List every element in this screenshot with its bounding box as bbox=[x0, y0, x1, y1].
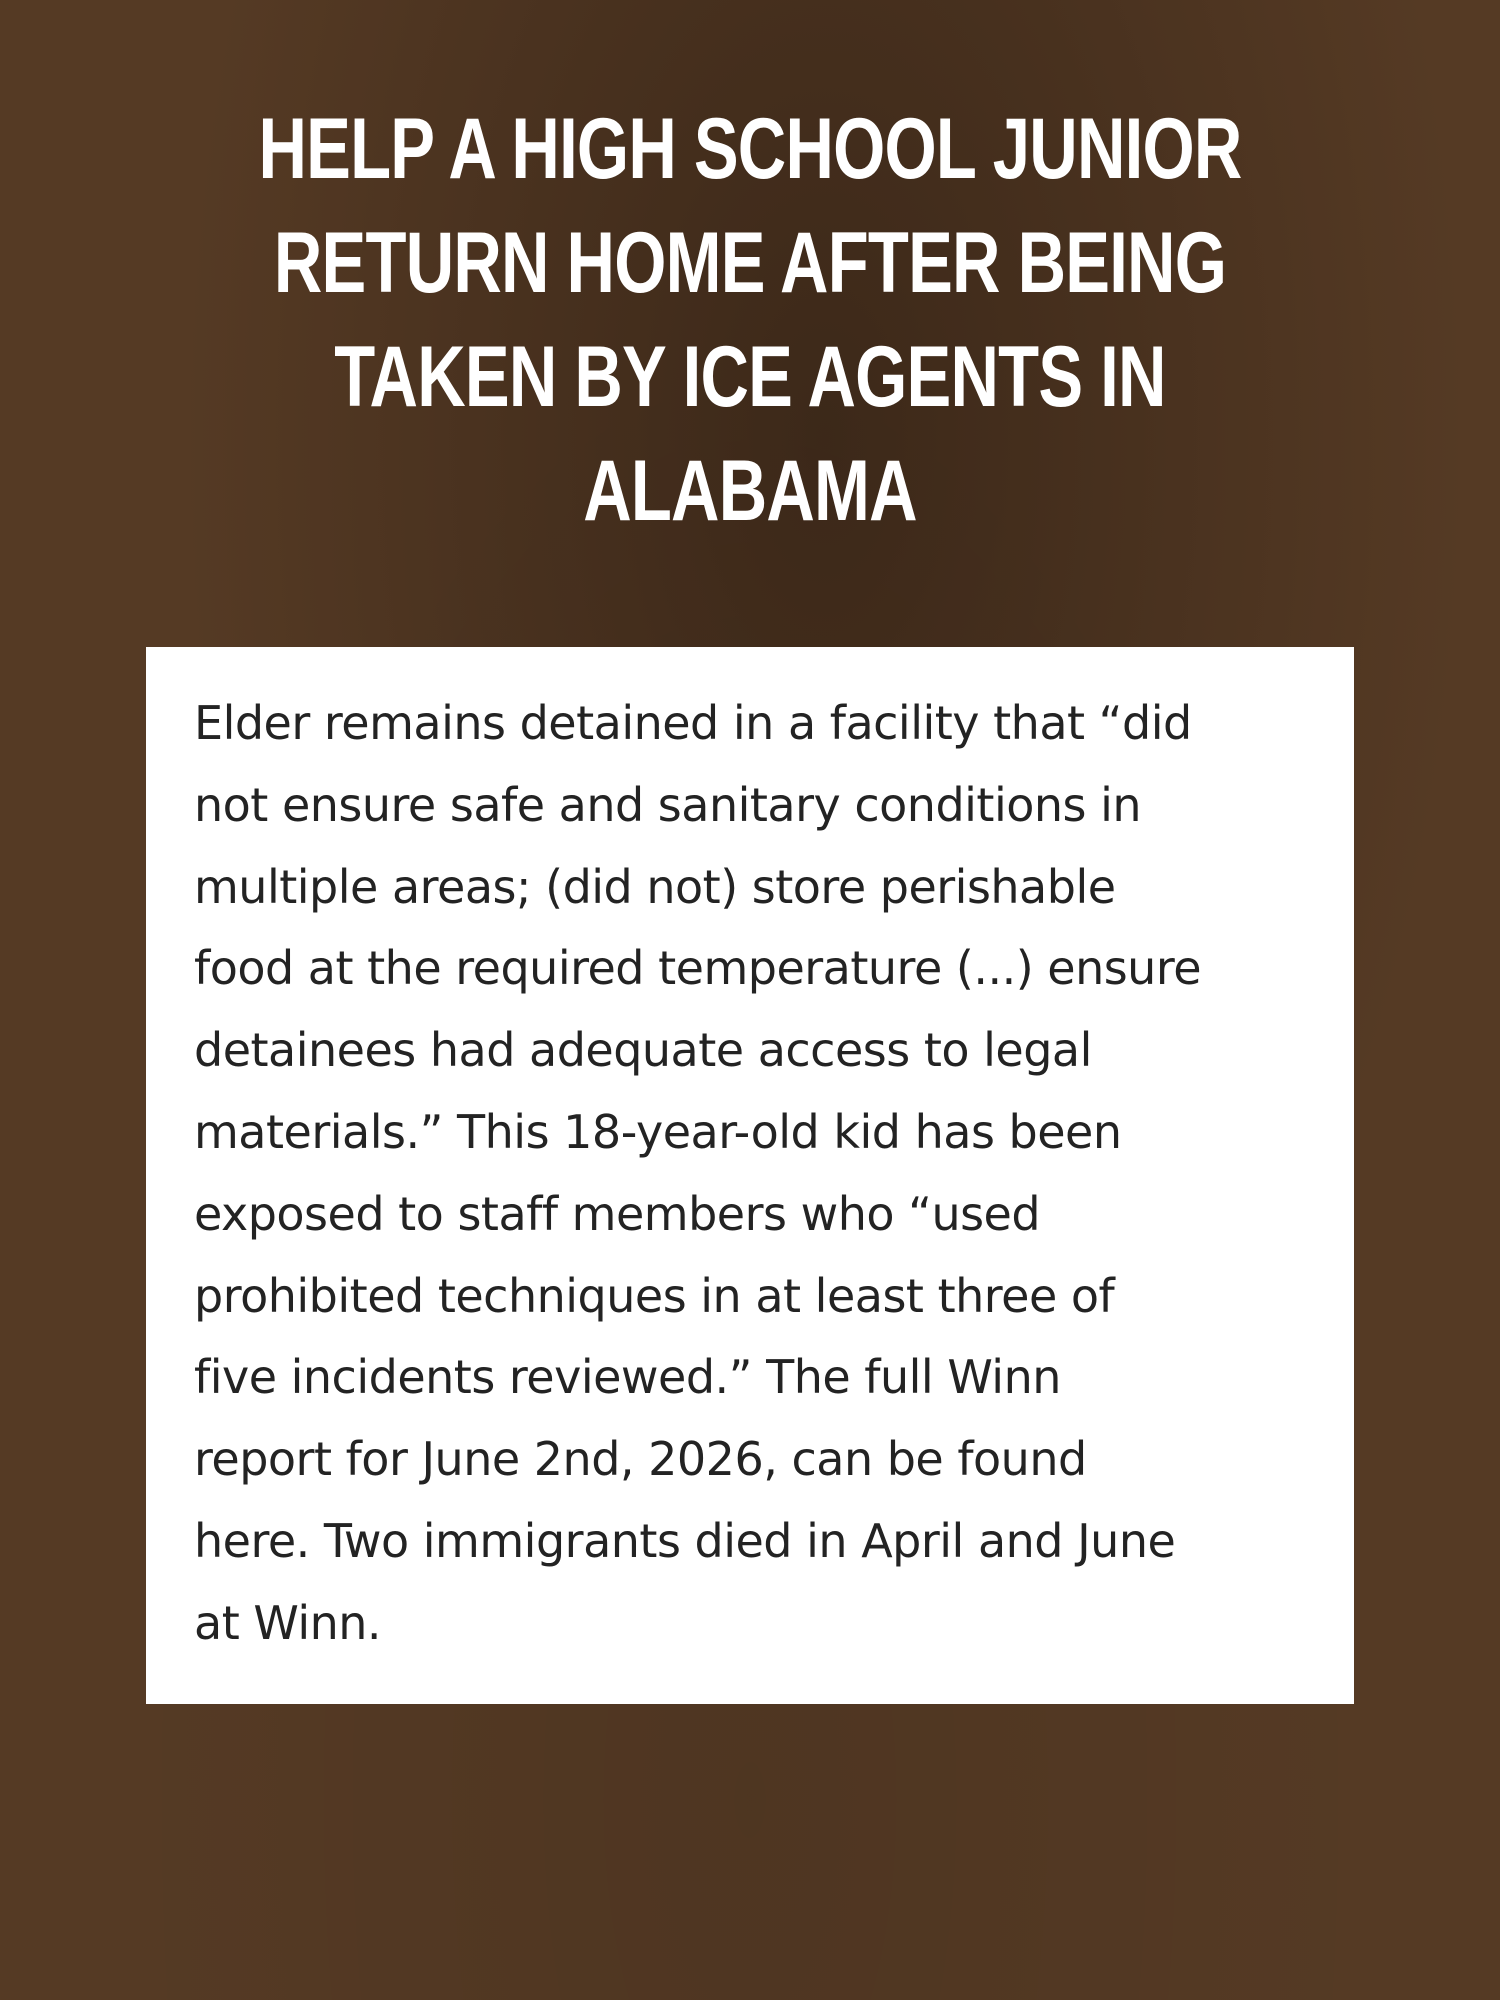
card-body-text: Elder remains detained in a facility that “did not ensure safe and sanitary conditions in multiple areas; (did not) store perishable food at the required temperature (...) ensure detainees had adequate access to legal materials.” This 18-year-old kid has been exposed to staff members who “used prohibited techniques in at least three of five incidents reviewed.” The full Winn report for June 2nd, 2026, can be found here. Two immigrants died in April and June at Winn. bbox=[194, 696, 1202, 1650]
headline-title: HELP A HIGH SCHOOL JUNIOR RETURN HOME AFTER BEING TAKEN BY ICE AGENTS IN ALABAMA bbox=[258, 101, 1242, 539]
quote-card bbox=[146, 647, 1354, 1704]
